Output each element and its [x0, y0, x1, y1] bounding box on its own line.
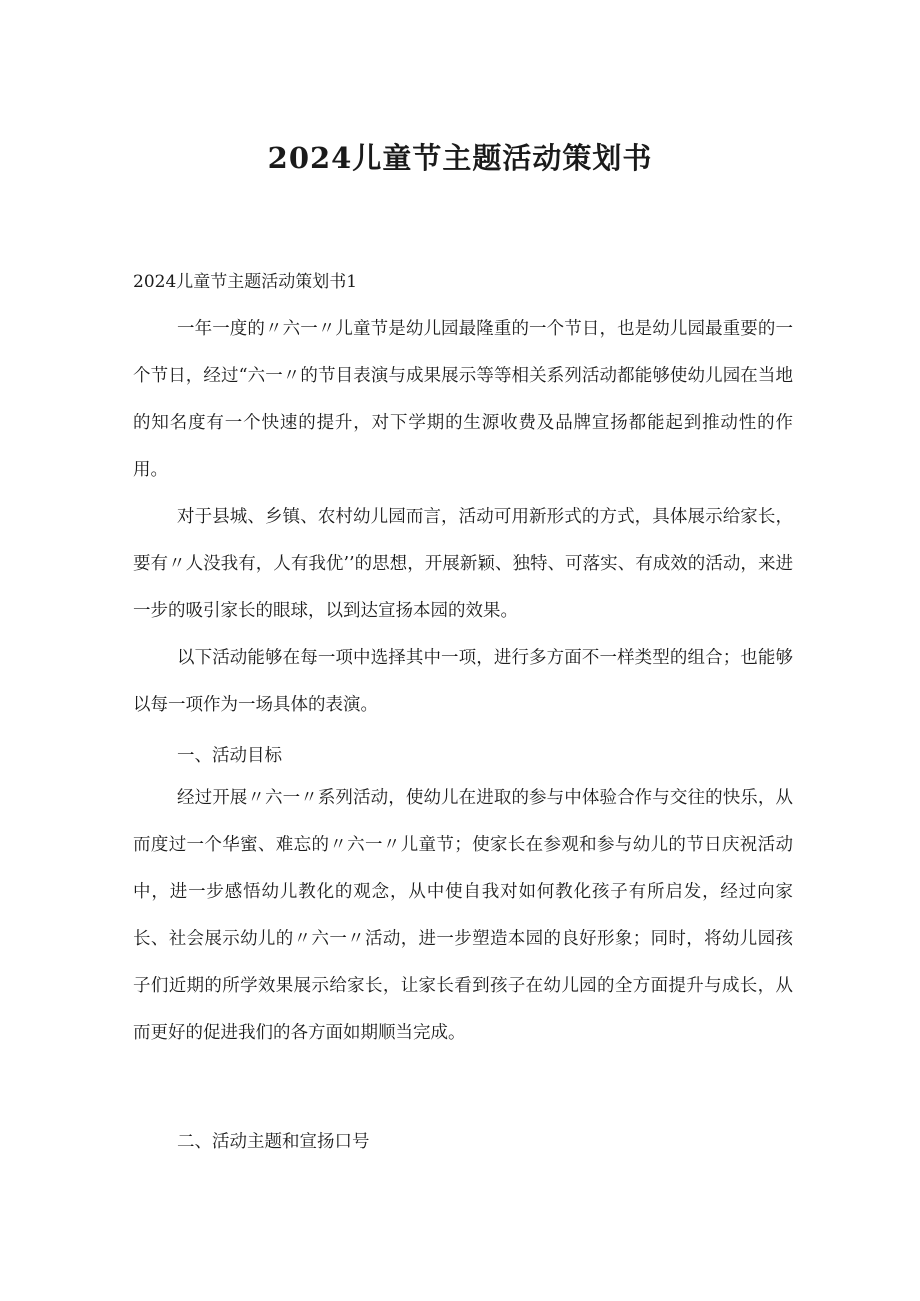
paragraph-options: 以下活动能够在每一项中选择其中一项，进行多方面不一样类型的组合；也能够以每一项作为一场具体的表演。: [133, 648, 793, 715]
document-title: 2024儿童节主题活动策划书: [267, 141, 653, 175]
heading-activity-goal: 一、活动目标: [177, 746, 282, 766]
paragraph-intro: 一年一度的〃六一〃儿童节是幼儿园最隆重的一个节日，也是幼儿园最重要的一个节日，经过“六一〃的节目表演与成果展示等等相关系列活动都能够使幼儿园在当地的知名度有一个快速的提升，对下学期的生源收费及品牌宣扬都能起到推动性的作用。: [133, 319, 793, 480]
heading-theme-slogan: 二、活动主题和宣扬口号: [177, 1132, 370, 1152]
paragraph-goal: 经过开展〃六一〃系列活动，使幼儿在进取的参与中体验合作与交往的快乐，从而度过一个华蜜、难忘的〃六一〃儿童节；使家长在参观和参与幼儿的节日庆祝活动中，进一步感悟幼儿教化的观念，从中使自我对如何教化孩子有所启发，经过向家长、社会展示幼儿的〃六一〃活动，进一步塑造本园的良好形象；同时，将幼儿园孩子们近期的所学效果展示给家长，让家长看到孩子在幼儿园的全方面提升与成长，从而更好的促进我们的各方面如期顺当完成。: [133, 788, 793, 1043]
section-label: 2024儿童节主题活动策划书1: [133, 272, 358, 292]
paragraph-rural: 对于县城、乡镇、农村幼儿园而言，活动可用新形式的方式，具体展示给家长，要有〃人没我有，人有我优’’的思想，开展新颖、独特、可落实、有成效的活动，来进一步的吸引家长的眼球，以到达宣扬本园的效果。: [133, 507, 793, 621]
